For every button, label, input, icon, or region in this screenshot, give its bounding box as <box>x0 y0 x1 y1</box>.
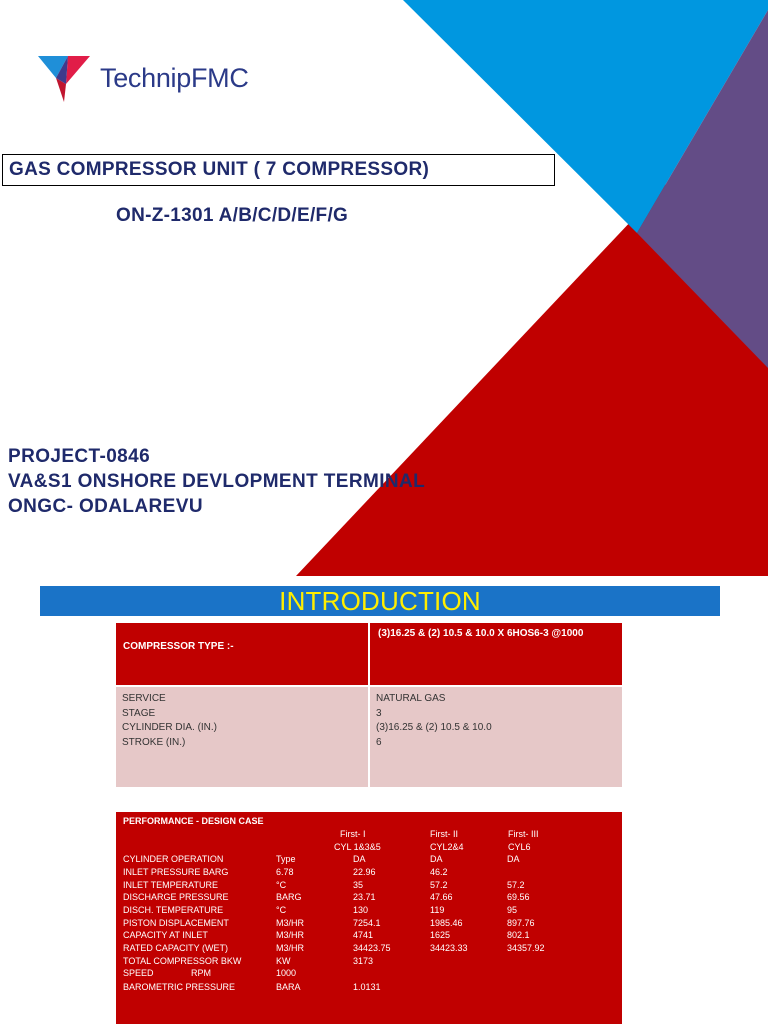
compressor-type-value: (3)16.25 & (2) 10.5 & 10.0 X 6HOS6-3 @1000 <box>378 628 584 639</box>
stage-header: First- II <box>430 829 458 839</box>
table-row: CAPACITY AT INLET M3/HR 4741 1625 802.1 <box>123 930 530 940</box>
table-row: INLET TEMPERATURE °C 35 57.2 57.2 <box>123 880 525 890</box>
project-number: PROJECT-0846 <box>8 446 151 467</box>
table-row: DISCHARGE PRESSURE BARG 23.71 47.66 69.56 <box>123 892 530 902</box>
service-value: NATURAL GAS <box>376 693 446 704</box>
cylinder-header-row <box>116 842 622 854</box>
table-row: CYLINDER OPERATION Type DA DA DA <box>123 854 520 864</box>
table-row: DISCH. TEMPERATURE °C 130 119 95 <box>123 905 518 915</box>
project-client: ONGC- ODALAREVU <box>8 496 203 517</box>
introduction-heading: INTRODUCTION <box>279 585 481 616</box>
cylinder-dia-value: (3)16.25 & (2) 10.5 & 10.0 <box>376 722 492 733</box>
cylinder-header: CYL 1&3&5 <box>334 842 381 852</box>
service-label: SERVICE <box>122 693 166 704</box>
table-row: RATED CAPACITY (WET) M3/HR 34423.75 34423.33 34357.92 <box>123 943 545 953</box>
table-row: SPEED RPM 1000 <box>123 968 297 978</box>
equipment-tag: ON-Z-1301 A/B/C/D/E/F/G <box>116 205 349 226</box>
company-logo <box>38 52 249 104</box>
compressor-type-row <box>116 623 622 686</box>
stroke-label: STROKE (IN.) <box>122 736 186 748</box>
project-name: VA&S1 ONSHORE DEVLOPMENT TERMINAL <box>8 471 426 492</box>
stage-label: STAGE <box>122 707 156 719</box>
table-row: PISTON DISPLACEMENT M3/HR 7254.1 1985.46 897.76 <box>123 918 535 928</box>
technipfmc-logo-icon <box>38 52 92 104</box>
logo-text: TechnipFMC <box>100 62 249 93</box>
stage-header: First- I <box>340 829 366 839</box>
table-row: INLET PRESSURE BARG 6.78 22.96 46.2 <box>123 867 448 877</box>
compressor-details-row <box>116 686 622 787</box>
performance-table <box>116 812 622 1024</box>
cylinder-header: CYL2&4 <box>430 842 464 852</box>
stroke-value: 6 <box>376 736 382 748</box>
cylinder-header: CYL6 <box>508 842 531 852</box>
introduction-banner <box>40 586 720 616</box>
table-row: BAROMETRIC PRESSURE BARA 1.0131 <box>123 982 381 992</box>
table-row: TOTAL COMPRESSOR BKW KW 3173 <box>123 956 374 966</box>
stage-header: First- III <box>508 829 539 839</box>
performance-title: PERFORMANCE - DESIGN CASE <box>123 816 264 826</box>
stage-value: 3 <box>376 707 382 719</box>
cylinder-dia-label: CYLINDER DIA. (IN.) <box>122 722 218 733</box>
project-info <box>8 444 425 519</box>
page-title: GAS COMPRESSOR UNIT ( 7 COMPRESSOR) <box>2 154 555 186</box>
compressor-table <box>116 623 622 787</box>
compressor-type-label: COMPRESSOR TYPE :- <box>123 641 234 652</box>
stage-header-row <box>116 829 622 841</box>
